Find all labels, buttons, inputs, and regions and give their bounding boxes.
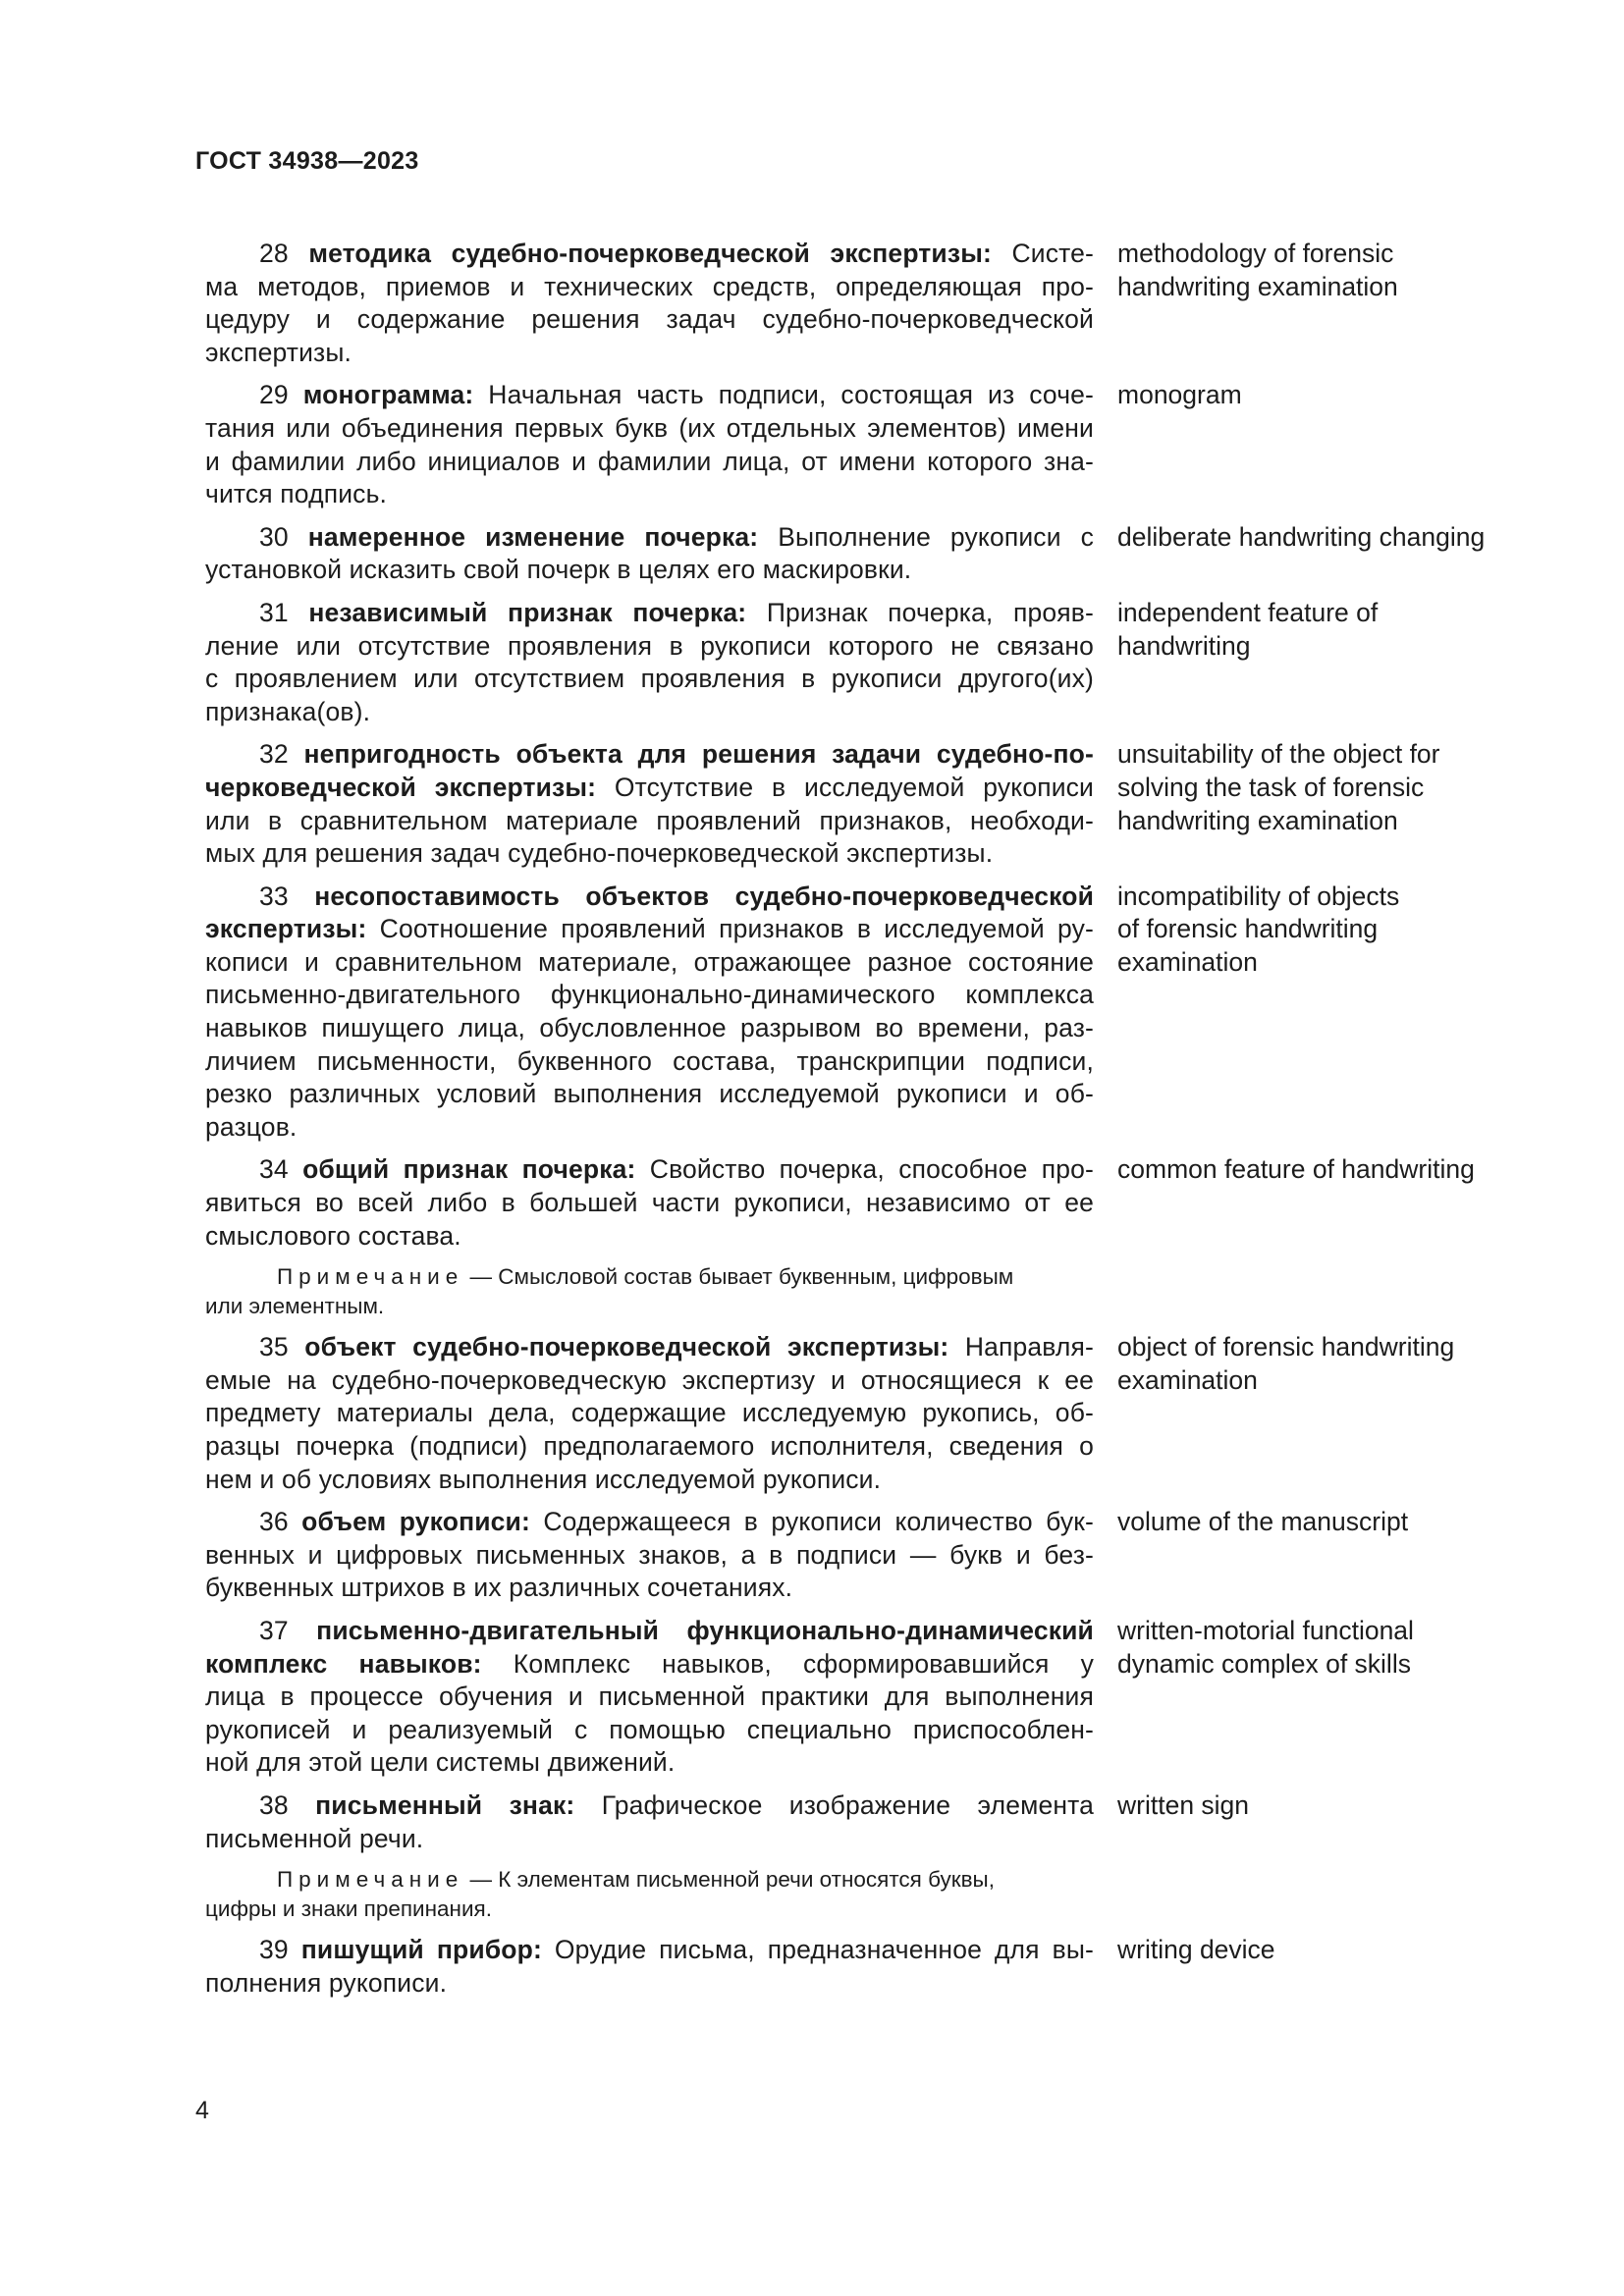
definition-line (205, 1397, 1094, 1430)
definition-line (205, 1572, 1094, 1605)
definition-text: Отсутствие в исследуемой рукописи (614, 772, 1094, 802)
definition-line (205, 1539, 1094, 1573)
definition-line (205, 1078, 1094, 1111)
term-entry (205, 521, 1531, 587)
definition-line (205, 1111, 1094, 1145)
term-english (1117, 597, 1515, 728)
term-entry (205, 238, 1531, 369)
english-term-line: unsuitability of the object for (1117, 739, 1440, 770)
definition-line (205, 881, 1094, 914)
definition-line (205, 446, 1094, 479)
term-english (1117, 1789, 1515, 1855)
definition-line (205, 696, 1094, 729)
definition-text: ление или отсутствие проявления в рукописи которого не связано (205, 630, 1094, 661)
definition-line (205, 303, 1094, 337)
definition-line (205, 979, 1094, 1012)
definition-line (205, 1967, 1094, 2001)
definition-text: установкой исказить свой почерк в целях его маскировки. (205, 555, 912, 585)
note-label: Примечание (277, 1867, 464, 1893)
term-english (1117, 738, 1515, 870)
term-english (1117, 379, 1515, 510)
definition-line (205, 772, 1094, 805)
english-term-line: common feature of handwriting (1117, 1154, 1475, 1185)
term-title: письменно-двигательный функционально-динамический (316, 1615, 1094, 1645)
note-line (205, 1865, 1094, 1895)
english-term-line: dynamic complex of skills (1117, 1648, 1411, 1679)
definition-text: Начальная часть подписи, состоящая из соче- (488, 380, 1094, 410)
note-block (205, 1262, 1094, 1321)
definition-line (205, 271, 1094, 304)
definition-text: кописи и сравнительном материале, отражающее разное состояние (205, 946, 1094, 977)
english-term-line: written sign (1117, 1789, 1250, 1820)
definition-text: и фамилии либо инициалов и фамилии лица, от имени которого зна- (205, 446, 1094, 476)
term-english (1117, 1615, 1515, 1780)
term-english (1117, 1934, 1515, 2000)
note-block (205, 1865, 1094, 1924)
definition-text: Орудие письма, предназначенное для вы- (554, 1935, 1094, 1965)
english-term-line: object of forensic handwriting (1117, 1332, 1455, 1362)
term-definition-ru (205, 379, 1094, 510)
term-english (1117, 1331, 1515, 1496)
note-line: цифры и знаки препинания. (205, 1896, 492, 1922)
english-term-line: written-motorial functional (1117, 1615, 1414, 1645)
term-english (1117, 521, 1515, 587)
definition-line (205, 1364, 1094, 1398)
term-entry (205, 1331, 1531, 1496)
definition-line (205, 1220, 1094, 1254)
english-term-line: handwriting examination (1117, 271, 1398, 301)
definition-text: письменной речи. (205, 1823, 424, 1853)
term-number: 35 (259, 1332, 289, 1362)
term-entry (205, 1789, 1531, 1855)
page-number: 4 (195, 2097, 209, 2124)
term-title: пишущий прибор: (300, 1935, 542, 1965)
definition-text: признака(ов). (205, 696, 371, 726)
term-definition-ru (205, 738, 1094, 870)
definition-text: нем и об условиях выполнения исследуемой рукописи. (205, 1464, 882, 1494)
definition-text: тания или объединения первых букв (их отдельных элементов) имени (205, 412, 1094, 443)
term-definition-ru (205, 1934, 1094, 2000)
definition-text: Соотношение проявлений признаков в исследуемой ру- (379, 914, 1094, 944)
term-title-continued: экспертизы: (205, 914, 367, 944)
english-term-line: incompatibility of objects (1117, 881, 1400, 911)
english-term-line: writing device (1117, 1935, 1275, 1965)
definition-line (205, 738, 1094, 772)
definition-text: навыков пишущего лица, обусловленное разрывом во времени, раз- (205, 1013, 1094, 1043)
definition-line (205, 1045, 1094, 1079)
definition-line (205, 1430, 1094, 1464)
term-title: несопоставимость объектов судебно-почерковедческой (314, 881, 1094, 911)
definition-text: венных и цифровых письменных знаков, а в подписи — букв и без- (205, 1539, 1094, 1570)
term-entry (205, 379, 1531, 510)
term-title: намеренное изменение почерка: (307, 521, 759, 552)
definition-text: с проявлением или отсутствием проявления в рукописи другого(их) (205, 664, 1094, 694)
english-term-line: handwriting examination (1117, 805, 1398, 835)
term-definition-ru (205, 1615, 1094, 1780)
english-term-line: of forensic handwriting (1117, 914, 1379, 944)
definition-line (205, 1464, 1094, 1497)
definition-text: полнения рукописи. (205, 1967, 448, 1998)
term-title: методика судебно-почерковедческой экспертизы: (308, 239, 992, 268)
definition-line (205, 1823, 1094, 1856)
definition-text: буквенных штрихов в их различных сочетаниях. (205, 1573, 793, 1603)
definition-text: Комплекс навыков, сформировавшийся у (513, 1648, 1094, 1679)
definition-line (205, 521, 1094, 555)
definition-line (205, 238, 1094, 271)
term-number: 38 (259, 1789, 289, 1820)
definition-text: Выполнение рукописи с (778, 521, 1094, 552)
term-entry (205, 1934, 1531, 2000)
term-title: объем рукописи: (301, 1507, 530, 1537)
definition-line (205, 805, 1094, 838)
note-line: или элементным. (205, 1294, 385, 1319)
definition-line (205, 337, 1094, 370)
definition-text: лица в процессе обучения и письменной практики для выполнения (205, 1682, 1094, 1712)
term-title-continued: черковедческой экспертизы: (205, 772, 597, 802)
term-definition-ru (205, 238, 1094, 369)
definition-line (205, 379, 1094, 412)
term-entry (205, 881, 1531, 1145)
definition-text: письменно-двигательного функционально-динамического комплекса (205, 980, 1094, 1010)
term-number: 29 (259, 380, 289, 410)
definition-text: Систе- (1011, 239, 1094, 268)
term-english (1117, 238, 1515, 369)
term-title: независимый признак почерка: (308, 597, 747, 627)
term-title: объект судебно-почерковедческой экспертизы: (304, 1332, 949, 1362)
term-number: 28 (259, 239, 289, 268)
definition-text: явиться во всей либо в большей части рукописи, независимо от ее (205, 1188, 1094, 1218)
note-text: — Смысловой состав бывает буквенным, цифровым (469, 1264, 1014, 1290)
term-definition-ru (205, 597, 1094, 728)
definition-text: Графическое изображение элемента (601, 1789, 1094, 1820)
definition-text: разцов. (205, 1111, 298, 1142)
definition-text: резко различных условий выполнения исследуемой рукописи и об- (205, 1079, 1094, 1109)
definition-text: мых для решения задач судебно-почерковедческой экспертизы. (205, 838, 994, 869)
definition-text: рукописей и реализуемый с помощью специально приспособлен- (205, 1714, 1094, 1744)
term-definition-ru (205, 521, 1094, 587)
definition-text: предмету материалы дела, содержащие исследуемую рукопись, об- (205, 1398, 1094, 1428)
english-term-line: handwriting (1117, 630, 1251, 661)
definition-text: или в сравнительном материале проявлений признаков, необходи- (205, 805, 1094, 835)
term-title: непригодность объекта для решения задачи судебно-по- (303, 739, 1094, 770)
definition-line (205, 837, 1094, 871)
definition-line (205, 1331, 1094, 1364)
definition-line (205, 1153, 1094, 1187)
term-number: 33 (259, 881, 289, 911)
english-term-line: monogram (1117, 380, 1242, 410)
term-number: 30 (259, 521, 289, 552)
definition-line (205, 663, 1094, 696)
definition-text: Признак почерка, прояв- (766, 597, 1094, 627)
definition-line (205, 1934, 1094, 1967)
term-number: 39 (259, 1935, 289, 1965)
definition-line (205, 1506, 1094, 1539)
definition-line (205, 1012, 1094, 1045)
term-list (205, 238, 1531, 2009)
term-definition-ru (205, 1789, 1094, 1855)
term-title: монограмма: (302, 380, 474, 410)
term-number: 34 (259, 1154, 289, 1185)
term-number: 32 (259, 739, 289, 770)
english-term-line: examination (1117, 946, 1258, 977)
term-definition-ru (205, 881, 1094, 1145)
term-definition-ru (205, 1153, 1094, 1253)
term-entry (205, 1153, 1531, 1253)
definition-line (205, 554, 1094, 587)
term-definition-ru (205, 1506, 1094, 1605)
note-label: Примечание (277, 1264, 464, 1290)
definition-line (205, 913, 1094, 946)
definition-text: цедуру и содержание решения задач судебно-почерковедческой (205, 304, 1094, 335)
english-term-line: solving the task of forensic (1117, 772, 1425, 802)
term-english (1117, 1506, 1515, 1605)
english-term-line: methodology of forensic (1117, 239, 1394, 268)
term-english (1117, 881, 1515, 1145)
definition-line (205, 1746, 1094, 1780)
term-number: 37 (259, 1615, 289, 1645)
definition-line (205, 1789, 1094, 1823)
definition-text: смыслового состава. (205, 1220, 461, 1251)
english-term-line: independent feature of (1117, 597, 1379, 627)
definition-line (205, 1648, 1094, 1682)
definition-line (205, 1615, 1094, 1648)
term-definition-ru (205, 1331, 1094, 1496)
definition-line (205, 1681, 1094, 1714)
english-term-line: volume of the manuscript (1117, 1507, 1409, 1537)
term-title: общий признак почерка: (302, 1154, 636, 1185)
document-header: ГОСТ 34938—2023 (195, 147, 419, 175)
definition-line (205, 630, 1094, 664)
definition-text: ной для этой цели системы движений. (205, 1747, 676, 1778)
definition-text: ма методов, приемов и технических средств, определяющая про- (205, 271, 1094, 301)
definition-line (205, 1714, 1094, 1747)
definition-text: экспертизы. (205, 337, 352, 367)
term-entry (205, 1615, 1531, 1780)
definition-text: Направля- (964, 1332, 1094, 1362)
term-entry (205, 1506, 1531, 1605)
definition-text: разцы почерка (подписи) предполагаемого исполнителя, сведения о (205, 1431, 1094, 1461)
term-title: письменный знак: (315, 1789, 575, 1820)
term-entry (205, 738, 1531, 870)
note-text: — К элементам письменной речи относятся буквы, (469, 1867, 995, 1893)
term-number: 31 (259, 597, 289, 627)
term-english (1117, 1153, 1515, 1253)
definition-line (205, 412, 1094, 446)
term-title-continued: комплекс навыков: (205, 1648, 482, 1679)
definition-text: чится подпись. (205, 479, 388, 509)
term-number: 36 (259, 1507, 289, 1537)
english-term-line: deliberate handwriting changing (1117, 521, 1486, 552)
definition-text: Свойство почерка, способное про- (649, 1154, 1094, 1185)
term-entry (205, 597, 1531, 728)
definition-line (205, 597, 1094, 630)
definition-text: Содержащееся в рукописи количество бук- (543, 1507, 1094, 1537)
definition-line (205, 946, 1094, 980)
english-term-line: examination (1117, 1364, 1258, 1395)
definition-line (205, 1187, 1094, 1220)
note-line (205, 1262, 1094, 1292)
definition-text: личием письменности, буквенного состава, транскрипции подписи, (205, 1045, 1094, 1076)
definition-text: емые на судебно-почерковедческую экспертизу и относящиеся к ее (205, 1364, 1094, 1395)
definition-line (205, 478, 1094, 511)
